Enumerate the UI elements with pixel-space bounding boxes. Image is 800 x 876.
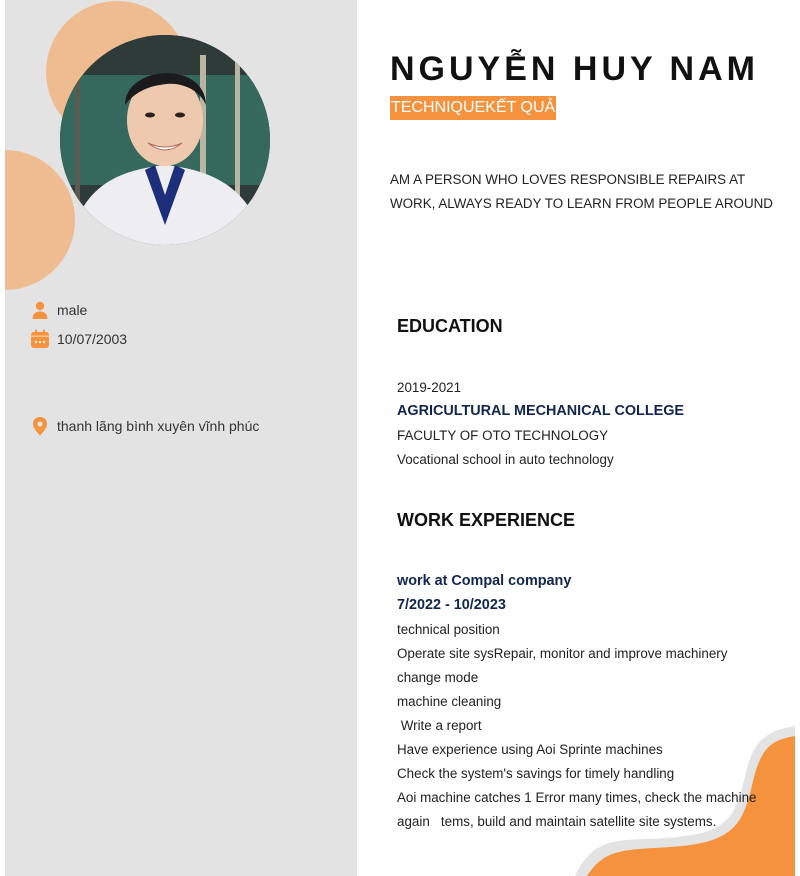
education-description: Vocational school in auto technology [397, 452, 614, 467]
education-faculty: FACULTY OF OTO TECHNOLOGY [397, 428, 609, 443]
address-row [30, 416, 259, 436]
experience-position: technical position [397, 622, 500, 637]
experience-period: 7/2022 - 10/2023 [397, 597, 506, 613]
education-heading: EDUCATION [397, 316, 503, 336]
experience-detail: Have experience using Aoi Sprinte machines [397, 742, 663, 757]
sidebar [5, 0, 357, 876]
address-value: thanh lãng bình xuyên vĩnh phúc [57, 418, 260, 434]
avatar-photo [60, 35, 270, 245]
experience-detail: Aoi machine catches 1 Error many times, check the machine again tems, build and maintain satellite site systems. [397, 790, 761, 829]
person-icon [30, 300, 50, 320]
profile-summary: AM A PERSON WHO LOVES RESPONSIBLE REPAIRS AT WORK, ALWAYS READY TO LEARN FROM PEOPLE AROUND [390, 172, 773, 211]
calendar-icon [30, 329, 50, 349]
experience-detail: Operate site sysRepair, monitor and improve machinery change mode [397, 646, 728, 685]
education-school: AGRICULTURAL MECHANICAL COLLEGE [397, 403, 685, 419]
birthdate-value: 10/07/2003 [57, 331, 128, 347]
experience-company: work at Compal company [397, 573, 572, 589]
experience-detail: Check the system's savings for timely handling [397, 766, 675, 781]
birthdate-row [30, 329, 127, 349]
experience-detail: Write a report [397, 718, 482, 733]
experience-heading: WORK EXPERIENCE [397, 510, 576, 530]
location-pin-icon [30, 416, 50, 436]
education-period: 2019-2021 [397, 380, 462, 395]
experience-detail: machine cleaning [397, 694, 502, 709]
candidate-name: NGUYỄN HUY NAM [390, 50, 759, 88]
gender-value: male [57, 302, 88, 318]
avatar [60, 35, 270, 245]
gender-row [30, 300, 87, 320]
job-title-badge: TECHNIQUEKẾT QUẢ [390, 96, 556, 120]
